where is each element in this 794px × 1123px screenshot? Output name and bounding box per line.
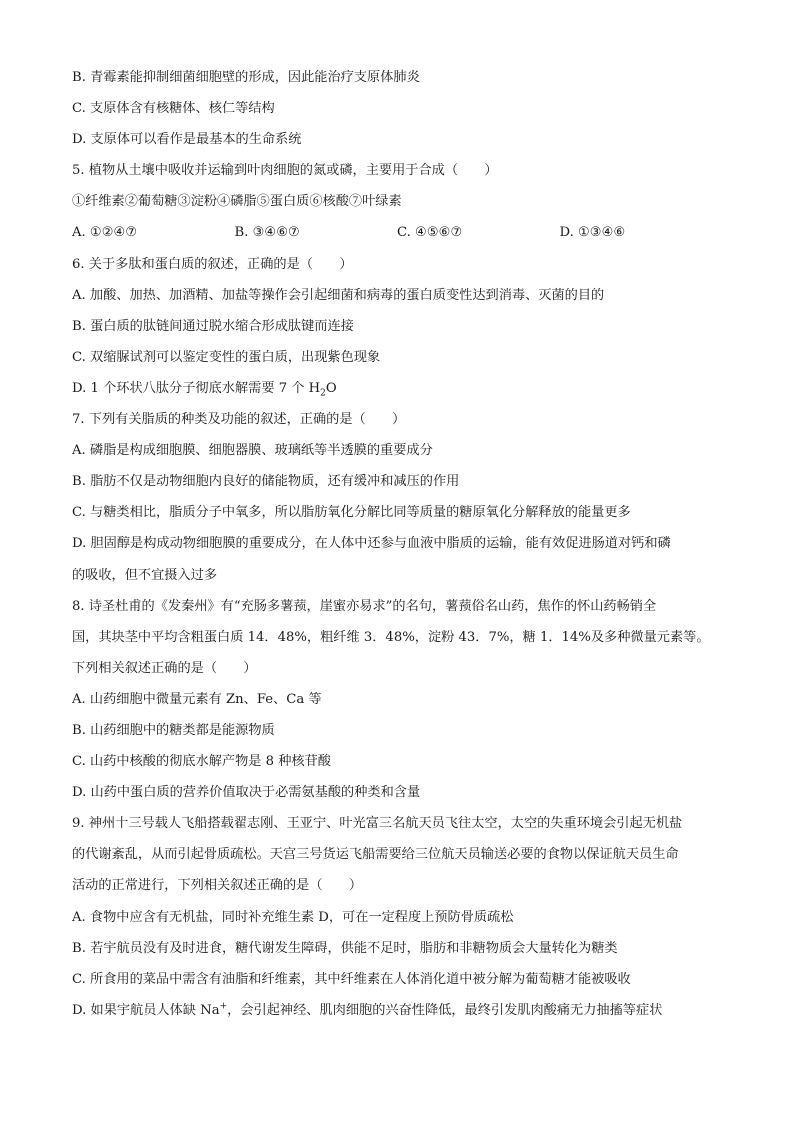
- q8-stem-line3: 下列相关叙述正确的是（ ）: [72, 660, 257, 676]
- q6-option-b: B. 蛋白质的肽链间通过脱水缩合形成肽键而连接: [72, 318, 354, 334]
- q6-option-d: [72, 373, 722, 404]
- q7-stem: 7. 下列有关脂质的种类及功能的叙述，正确的是（ ）: [72, 412, 406, 428]
- q6-option-a: A. 加酸、加热、加酒精、加盐等操作会引起细菌和病毒的蛋白质变性达到消毒、灭菌的目的: [72, 287, 605, 303]
- q7-option-a: A. 磷脂是构成细胞膜、细胞器膜、玻璃纸等半透膜的重要成分: [72, 443, 433, 459]
- q5-options: [72, 217, 722, 248]
- q9-option-a: A. 食物中应含有无机盐，同时补充维生素 D，可在一定程度上预防骨质疏松: [72, 909, 514, 925]
- question-list: [72, 62, 722, 1026]
- q9-stem-line3: 活动的正常进行，下列相关叙述正确的是（ ）: [72, 878, 363, 894]
- q4-option-c: C. 支原体含有核糖体、核仁等结构: [72, 101, 275, 117]
- q5-option-c: C. ④⑤⑥⑦: [397, 225, 463, 241]
- q9-option-d-superscript: +: [219, 1001, 228, 1012]
- q9-option-c: C. 所食用的菜品中需含有油脂和纤维素，其中纤维素在人体消化道中被分解为葡萄糖才能被吸收: [72, 971, 631, 987]
- q9-stem-line1: 9. 神州十三号载人飞船搭载翟志刚、王亚宁、叶光富三名航天员飞往太空，太空的失重环境会引起无机盐: [72, 816, 683, 832]
- q7-option-d-line1: D. 胆固醇是构成动物细胞膜的重要成分，在人体中还参与血液中脂质的运输，能有效促进肠道对钙和磷: [72, 536, 671, 552]
- q8-stem-line2: 国，其块茎中平均含粗蛋白质 14．48%，粗纤维 3．48%，淀粉 43．7%，糖 1．14%及多种微量元素等。: [72, 629, 710, 645]
- q6-option-d-tail: O: [325, 380, 337, 396]
- q9-option-d-tail: ，会引起神经、肌肉细胞的兴奋性降低，最终引发肌肉酸痛无力抽搐等症状: [227, 1002, 663, 1018]
- q8-option-d: D. 山药中蛋白质的营养价值取决于必需氨基酸的种类和含量: [72, 785, 421, 801]
- q4-option-b: B. 青霉素能抑制细菌细胞壁的形成，因此能治疗支原体肺炎: [72, 70, 420, 85]
- q8-option-a: A. 山药细胞中微量元素有 Zn、Fe、Ca 等: [72, 691, 322, 707]
- q9-option-b: B. 若宇航员没有及时进食，糖代谢发生障碍，供能不足时，脂肪和非糖物质会大量转化为糖类: [72, 940, 618, 956]
- q6-option-d-text: D. 1 个环状八肽分子彻底水解需要 7 个 H: [72, 380, 321, 396]
- q7-option-d-line2: 的吸收，但不宜摄入过多: [72, 567, 218, 583]
- q9-option-d-text: D. 如果宇航员人体缺 Na: [72, 1002, 220, 1018]
- q5-option-b: B. ③④⑥⑦: [234, 225, 300, 241]
- q7-option-c: C. 与糖类相比，脂质分子中氧多，所以脂肪氧化分解比同等质量的糖原氧化分解释放的能量更多: [72, 505, 631, 521]
- q6-stem: 6. 关于多肽和蛋白质的叙述，正确的是（ ）: [72, 256, 353, 272]
- q6-option-c: C. 双缩脲试剂可以鉴定变性的蛋白质，出现紫色现象: [72, 349, 381, 365]
- q5-stem: 5. 植物从土壤中吸收并运输到叶肉细胞的氮或磷，主要用于合成（ ）: [72, 163, 498, 179]
- q8-option-c: C. 山药中核酸的彻底水解产物是 8 种核苷酸: [72, 754, 331, 770]
- q9-option-d: [72, 995, 722, 1026]
- q5-option-d: D. ①③④⑥: [559, 225, 626, 241]
- q6-option-d-subscript: 2: [320, 388, 326, 399]
- q8-option-b: B. 山药细胞中的糖类都是能源物质: [72, 722, 275, 738]
- q8-stem-line1: 8. 诗圣杜甫的《发秦州》有“充肠多薯蓣，崖蜜亦易求”的名句，薯蓣俗名山药，焦作的怀山药畅销全: [72, 598, 657, 614]
- q5-option-a: A. ①②④⑦: [72, 225, 138, 241]
- q7-option-b: B. 脂肪不仅是动物细胞内良好的储能物质，还有缓冲和减压的作用: [72, 474, 460, 490]
- q9-stem-line2: 的代谢紊乱，从而引起骨质疏松。天宫三号货运飞船需要给三位航天员输送必要的食物以保证航天员生命: [72, 847, 679, 863]
- q4-option-d: D. 支原体可以看作是最基本的生命系统: [72, 132, 302, 148]
- q5-items: ①纤维素②葡萄糖③淀粉④磷脂⑤蛋白质⑥核酸⑦叶绿素: [72, 194, 402, 210]
